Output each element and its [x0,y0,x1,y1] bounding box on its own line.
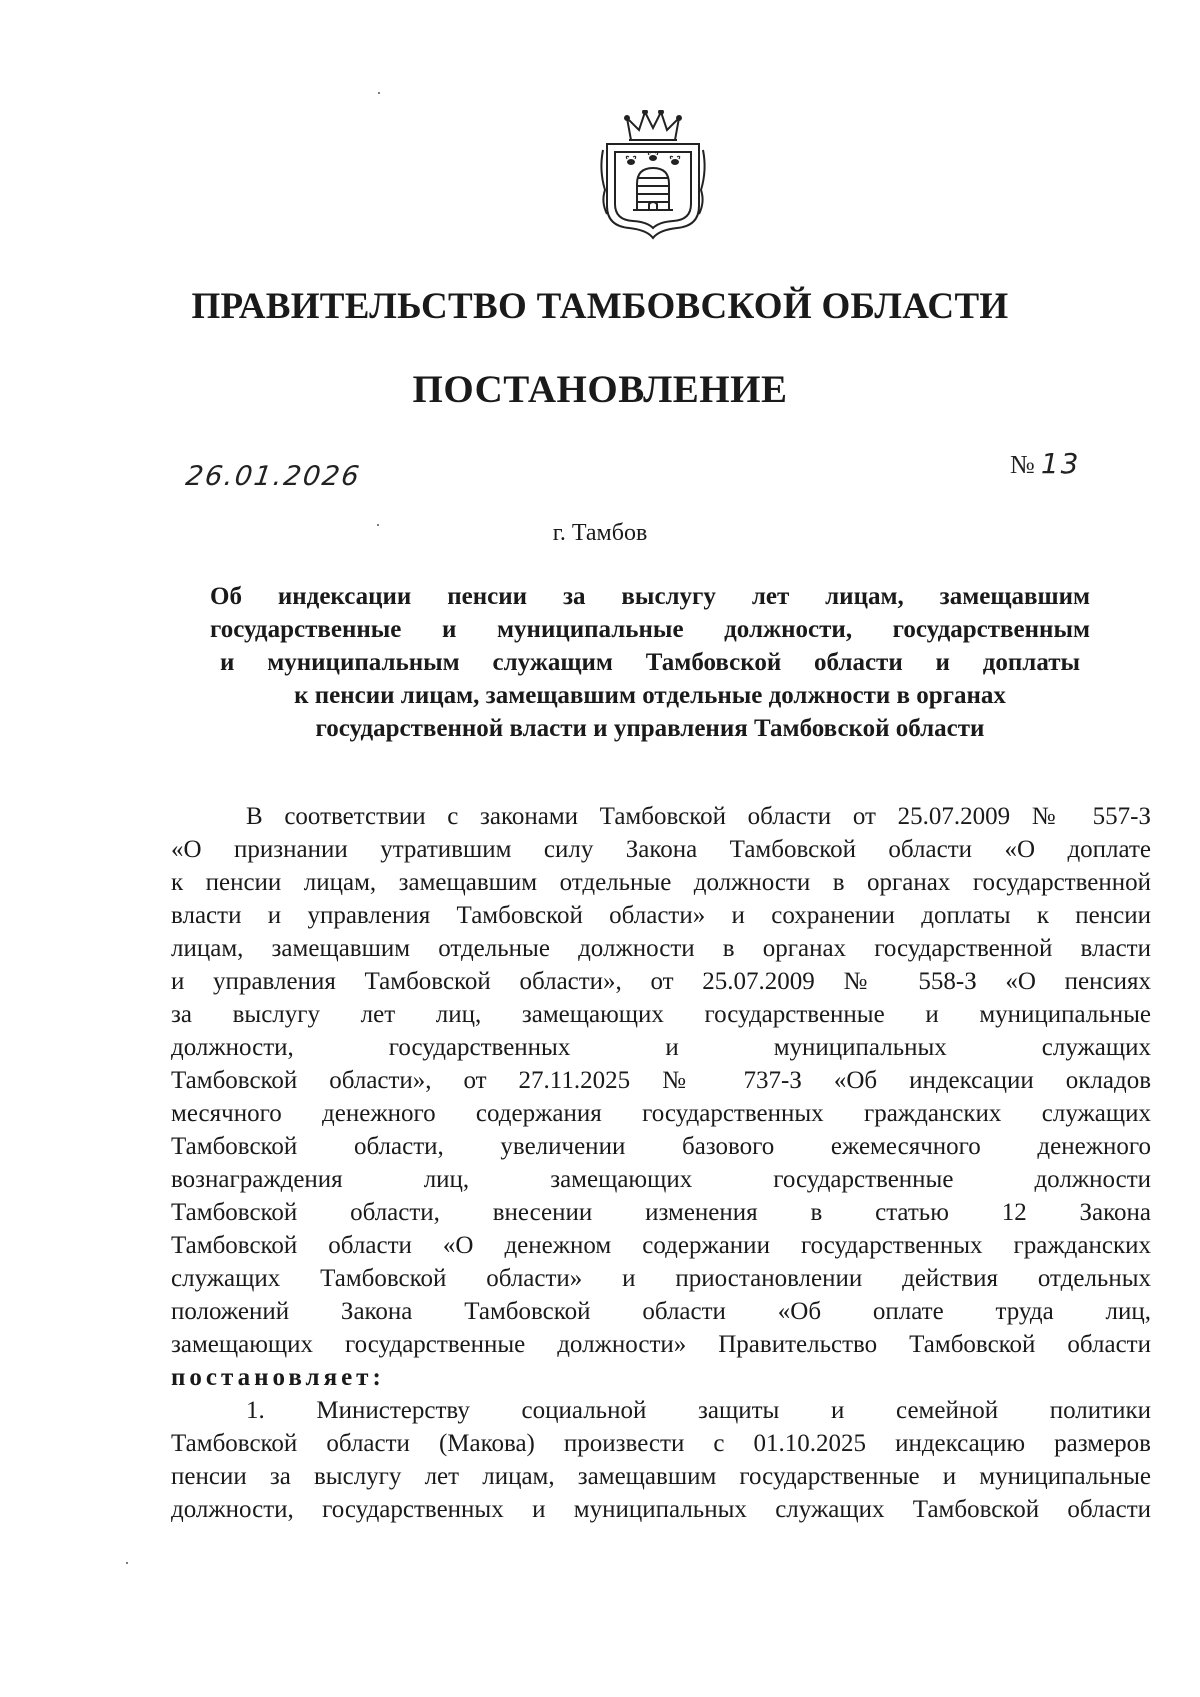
title-line: Об индексации пенсии за выслугу лет лицам, замещавшим [210,583,1090,610]
preamble-line: лицам, замещавшим отдельные должности в органах государственной власти [171,935,1151,962]
preamble-line: вознаграждения лиц, замещающих государственные должности [171,1166,1151,1193]
preamble-line: Тамбовской области, внесении изменения в статью 12 Закона [171,1199,1151,1226]
coat-of-arms-icon [597,110,709,240]
preamble-line: Тамбовской области «О денежном содержании государственных гражданских [171,1232,1151,1259]
preamble-line: должности, государственных и муниципальных служащих [171,1034,1151,1061]
preamble-line: В соответствии с законами Тамбовской области от 25.07.2009 № 557-З [246,803,1151,830]
item-1-line: пенсии за выслугу лет лицам, замещавшим государственные и муниципальные [171,1463,1151,1490]
preamble-line: служащих Тамбовской области» и приостановлении действия отдельных [171,1265,1151,1292]
number-sign: № [1010,450,1035,479]
city-line: г. Тамбов [552,520,648,546]
scan-speck [377,524,379,526]
item-1-line: 1. Министерству социальной защиты и семейной политики [246,1397,1151,1424]
document-date: 26.01.2026 [183,461,363,492]
title-line: государственные и муниципальные должности, государственным [210,616,1090,643]
preamble-line: и управления Тамбовской области», от 25.07.2009 № 558-З «О пенсиях [171,968,1151,995]
scan-speck [378,92,380,94]
title-line: к пенсии лицам, замещавшим отдельные должности в органах [294,682,1006,709]
document-type-title: ПОСТАНОВЛЕНИЕ [412,368,788,411]
resolves-word: постановляет: [171,1364,385,1391]
title-line: и муниципальным служащим Тамбовской области и доплаты [220,649,1080,676]
number-value: 13 [1040,447,1081,480]
organization-title: ПРАВИТЕЛЬСТВО ТАМБОВСКОЙ ОБЛАСТИ [191,286,1009,327]
preamble-line: Тамбовской области, увеличении базового ежемесячного денежного [171,1133,1151,1160]
preamble-line: к пенсии лицам, замещавшим отдельные должности в органах государственной [171,869,1151,896]
preamble-line: «О признании утратившим силу Закона Тамбовской области «О доплате [171,836,1151,863]
resolution-title [210,580,1090,745]
preamble-line: положений Закона Тамбовской области «Об оплате труда лиц, [171,1298,1151,1325]
document-number [1010,447,1080,480]
resolves-line [171,1361,1151,1394]
preamble-line: власти и управления Тамбовской области» и сохранении доплаты к пенсии [171,902,1151,929]
preamble-line: замещающих государственные должности» Правительство Тамбовской области [171,1331,1151,1358]
item-1-line: должности, государственных и муниципальных служащих Тамбовской области [171,1496,1151,1523]
document-body [171,800,1151,1526]
title-line: государственной власти и управления Тамбовской области [315,715,985,742]
preamble-line: за выслугу лет лиц, замещающих государственные и муниципальные [171,1001,1151,1028]
item-1-line: Тамбовской области (Макова) произвести с 01.10.2025 индексацию размеров [171,1430,1151,1457]
scan-speck [126,1562,128,1564]
preamble-line: месячного денежного содержания государственных гражданских служащих [171,1100,1151,1127]
preamble-line: Тамбовской области», от 27.11.2025 № 737-З «Об индексации окладов [171,1067,1151,1094]
